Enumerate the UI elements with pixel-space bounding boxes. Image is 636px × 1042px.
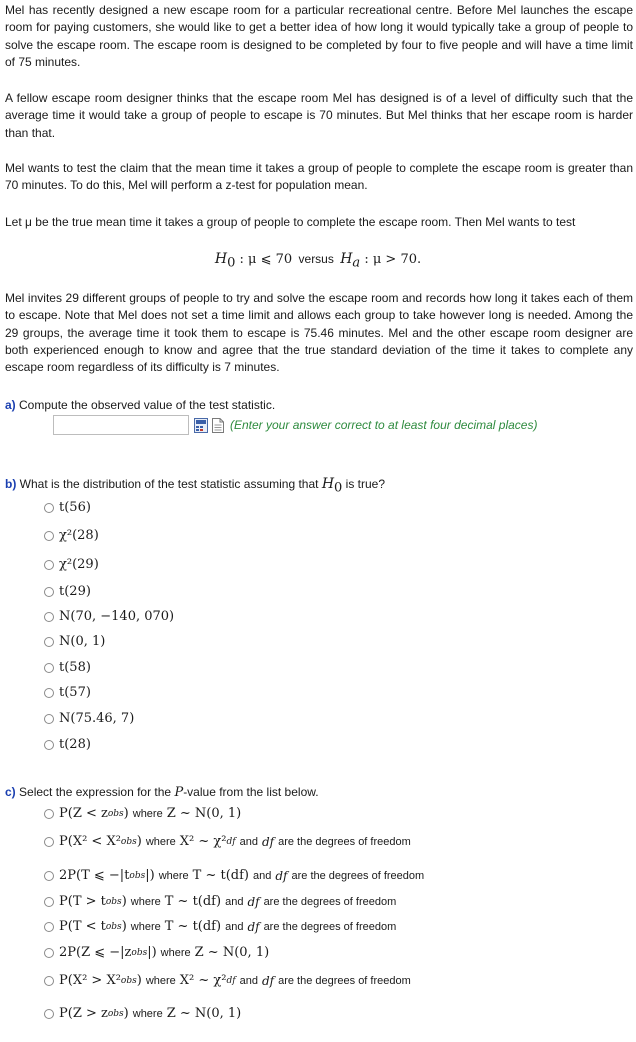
answer-hint: (Enter your answer correct to at least four decimal places) [230, 418, 538, 432]
intro-paragraph-4: Let μ be the true mean time it takes a group of people to complete the escape room. Then Mel wants to test [5, 215, 576, 229]
radio-button[interactable] [44, 587, 54, 597]
intro-paragraph-3: Mel wants to test the claim that the mean time it takes a group of people to complete the escape room is greater than 70 minutes. To do this, Mel will perform a z-test for population mean. [5, 161, 633, 193]
radio-button[interactable] [44, 897, 54, 907]
option-t58[interactable]: t(58) [44, 660, 91, 675]
option-normal-75[interactable]: N(75.46, 7) [44, 711, 134, 726]
pvalue-option-5[interactable]: P(T < t obs ) where T ~ t(df) and df are the degrees of freedom [44, 919, 400, 934]
radio-button[interactable] [44, 948, 54, 958]
radio-button[interactable] [44, 560, 54, 570]
radio-button[interactable] [44, 1009, 54, 1019]
option-chi2-28[interactable]: χ²(28) [44, 528, 99, 543]
option-normal-0-1[interactable]: N(0, 1) [44, 634, 105, 649]
option-t29[interactable]: t(29) [44, 584, 91, 599]
equation-editor-icon[interactable] [194, 418, 208, 433]
intro-paragraph-1: Mel has recently designed a new escape room for a particular recreational centre. Before Mel launches the escape room for paying customers, she would like to get a better idea of how long it would typically take a group of people to solve the escape room. The escape room is designed to be completed by four to five people and will have a time limit of 75 minutes. [5, 3, 633, 69]
document-icon[interactable] [211, 418, 225, 433]
pvalue-option-7[interactable]: P(X² > X² obs ) where X² ~ χ² df and df are the degrees of freedom [44, 973, 415, 988]
radio-button[interactable] [44, 503, 54, 513]
radio-button[interactable] [44, 976, 54, 986]
radio-button[interactable] [44, 922, 54, 932]
part-c-question: c) Select the expression for the P-value from the list below. [5, 785, 319, 800]
part-a-question: a) Compute the observed value of the test statistic. [5, 398, 276, 412]
option-normal-70[interactable]: N(70, −140, 070) [44, 609, 174, 624]
pvalue-option-6[interactable]: 2P(Z ⩽ −|z obs |) where Z ~ N(0, 1) [44, 945, 269, 960]
pvalue-option-1[interactable]: P(Z < z obs ) where Z ~ N(0, 1) [44, 806, 241, 821]
option-t56[interactable]: t(56) [44, 500, 91, 515]
radio-button[interactable] [44, 637, 54, 647]
radio-button[interactable] [44, 688, 54, 698]
answer-tools [194, 418, 225, 433]
pvalue-option-2[interactable]: P(X² < X² obs ) where X² ~ χ² df and df are the degrees of freedom [44, 834, 415, 849]
pvalue-option-3[interactable]: 2P(T ⩽ −|t obs |) where T ~ t(df) and df are the degrees of freedom [44, 868, 428, 883]
part-b-question: b) What is the distribution of the test statistic assuming that $H_0$ is true? [5, 476, 385, 496]
radio-button[interactable] [44, 663, 54, 673]
radio-button[interactable] [44, 740, 54, 750]
intro-paragraph-5: Mel invites 29 different groups of people to try and solve the escape room and records how long it takes each of them to escape. Note that Mel does not set a time limit and allows each group to take however long is needed. Among the 29 groups, the average time it took them to escape is 75.46 minutes. Mel and the other escape room designer are both experienced enough to know and agree that the true standard deviation of the time it takes to complete any escape room regardless of its difficulty is 7 minutes. [5, 291, 633, 375]
radio-button[interactable] [44, 871, 54, 881]
option-t28[interactable]: t(28) [44, 737, 91, 752]
pvalue-option-4[interactable]: P(T > t obs ) where T ~ t(df) and df are the degrees of freedom [44, 894, 400, 909]
answer-input[interactable] [53, 415, 189, 435]
pvalue-option-8[interactable]: P(Z > z obs ) where Z ~ N(0, 1) [44, 1006, 241, 1021]
radio-button[interactable] [44, 612, 54, 622]
hypotheses: $H_0$ : μ ⩽ 70 versus $H_a$ : μ > 70. [214, 251, 422, 271]
radio-button[interactable] [44, 714, 54, 724]
option-chi2-29[interactable]: χ²(29) [44, 557, 99, 572]
radio-button[interactable] [44, 837, 54, 847]
intro-paragraph-2: A fellow escape room designer thinks that the escape room Mel has designed is of a level of difficulty such that the average time it would take a group of people to escape is 70 minutes. But Mel thinks that her escape room is harder than that. [5, 91, 633, 140]
radio-button[interactable] [44, 531, 54, 541]
option-t57[interactable]: t(57) [44, 685, 91, 700]
radio-button[interactable] [44, 809, 54, 819]
